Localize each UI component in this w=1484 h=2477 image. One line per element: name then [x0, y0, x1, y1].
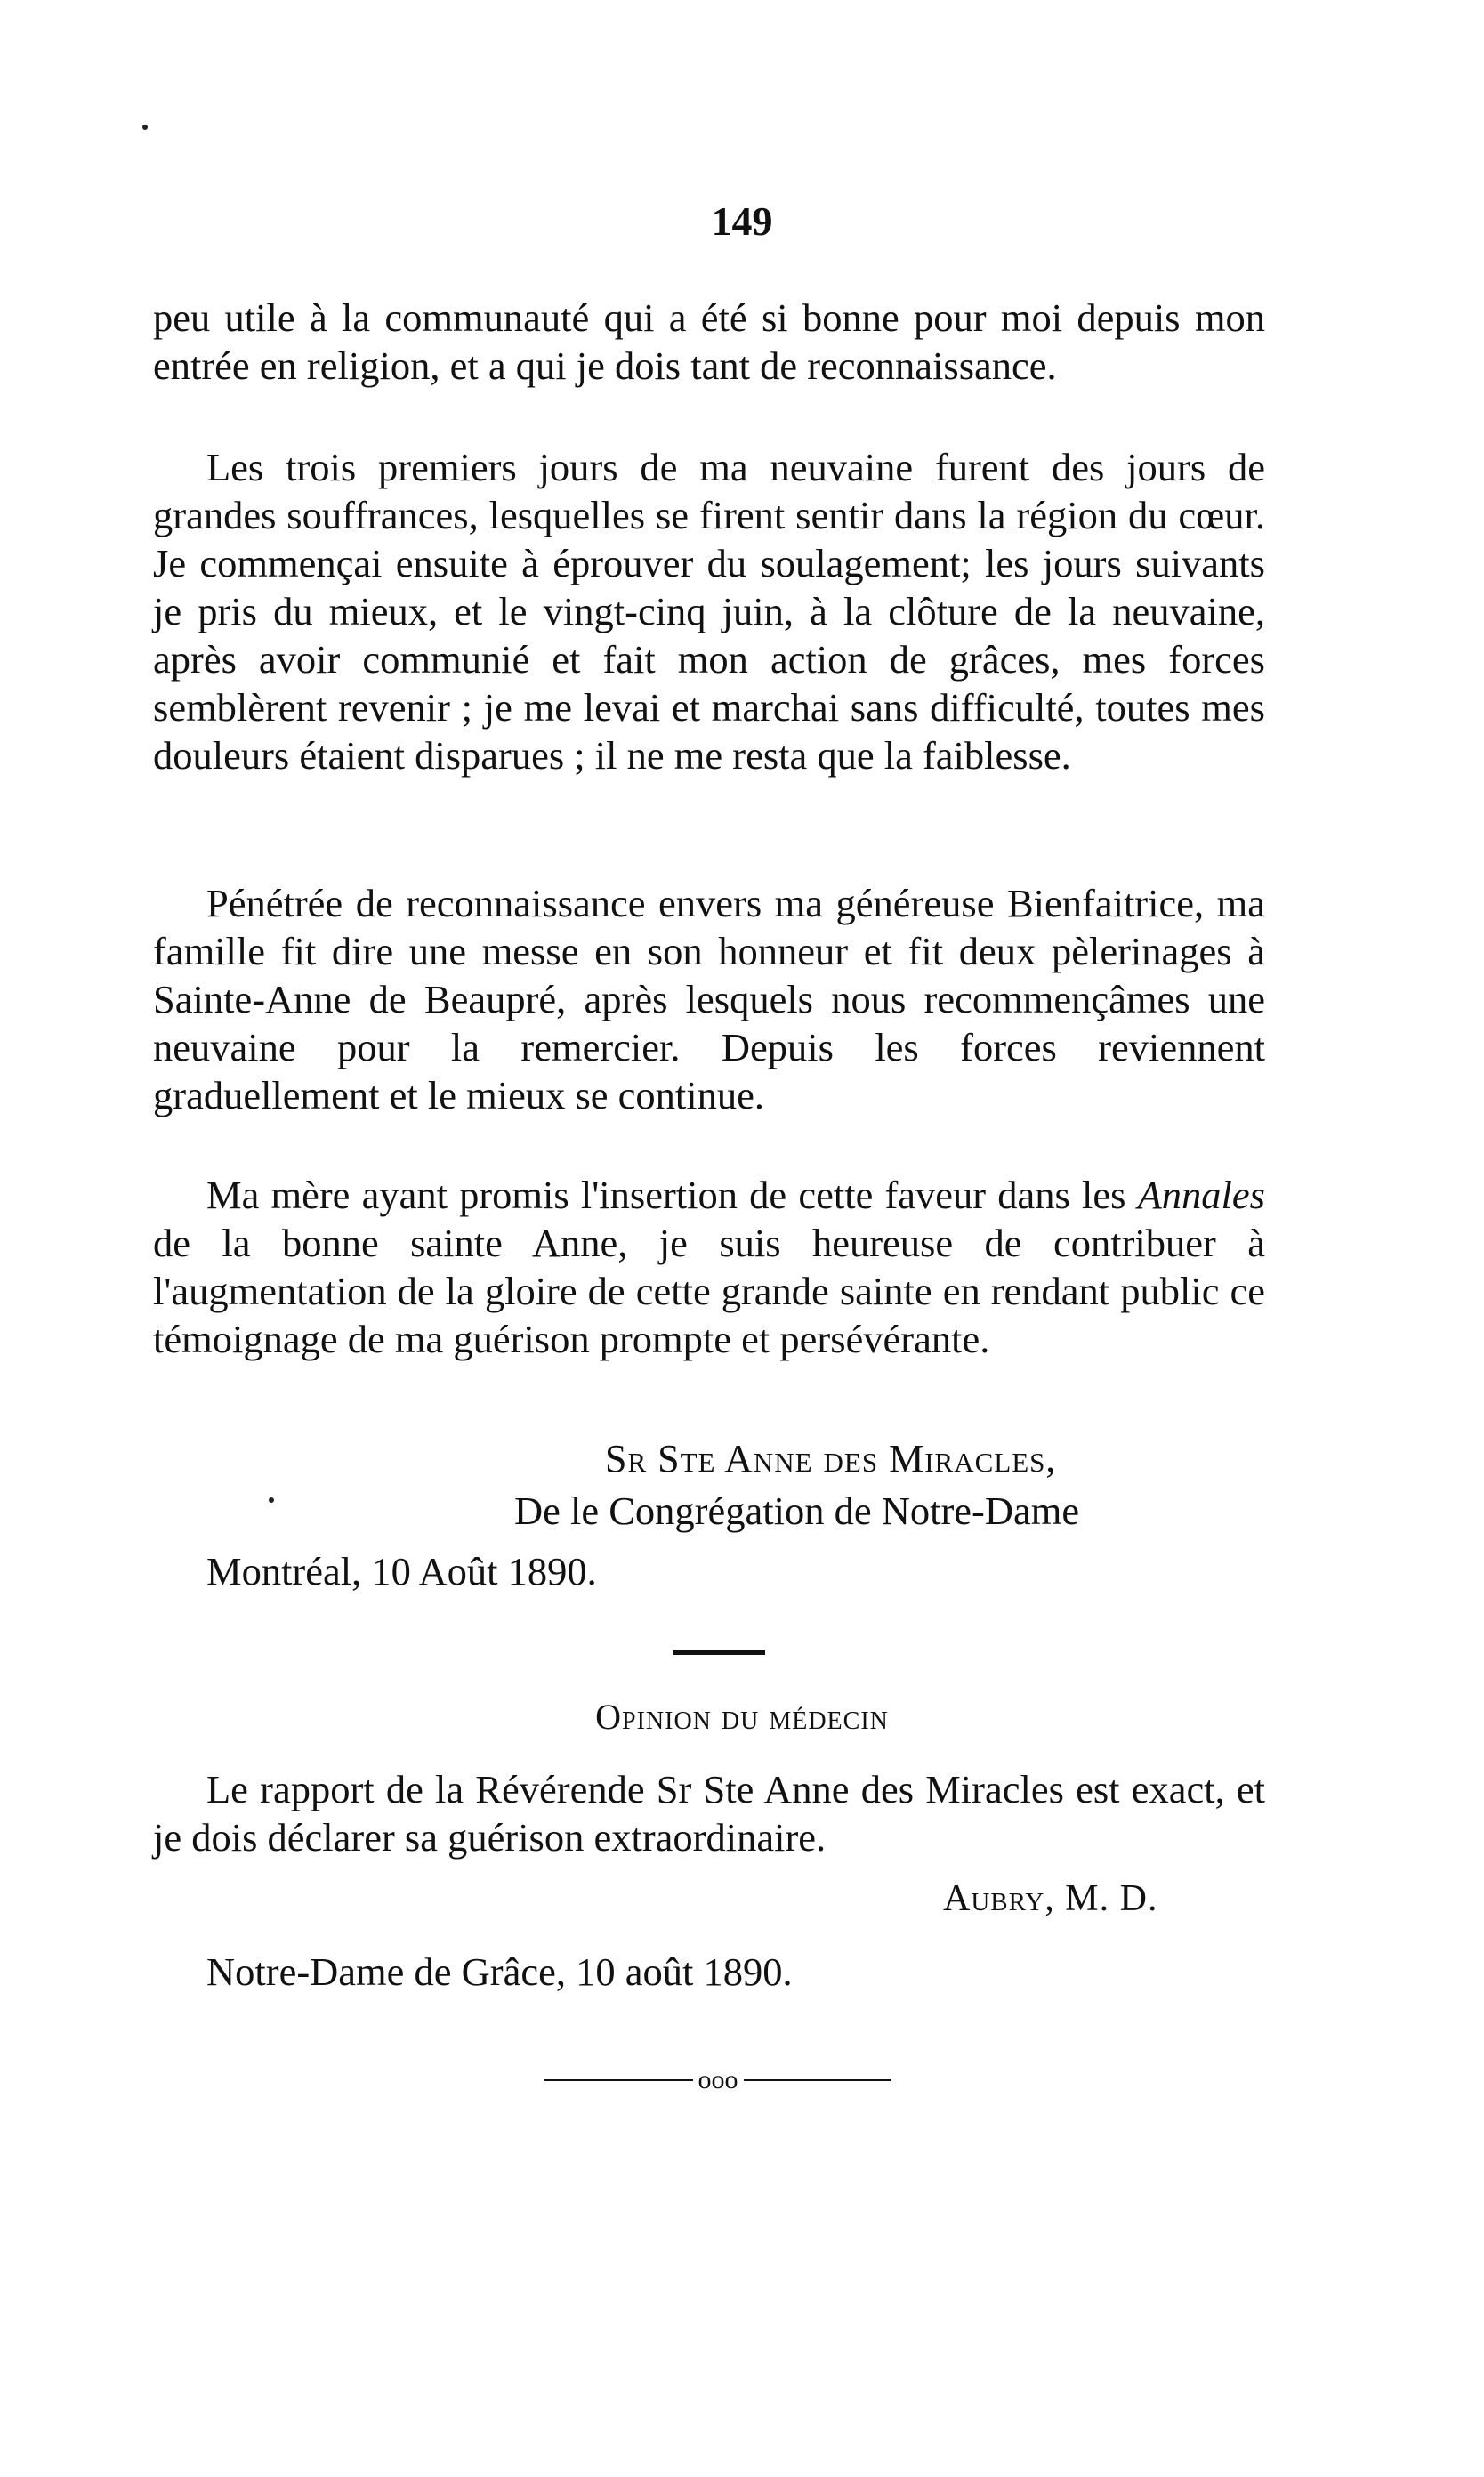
paragraph-text — [153, 1171, 1265, 1363]
signature-congregation: De le Congrégation de Notre-Dame — [514, 1489, 1080, 1533]
paragraph-annales — [153, 1171, 1265, 1363]
signature-name: Sr Ste Anne des Miracles, — [605, 1437, 1057, 1481]
opinion-heading: Opinion du médecin — [595, 1697, 889, 1737]
print-speck — [269, 1497, 274, 1503]
paragraph-text-after: de la bonne sainte Anne, je suis heureuse de contribuer à l'augmentation de la gloire de cette grande sainte en rendant public ce témoignage de ma guérison prompte et persévérante. — [153, 1221, 1265, 1361]
ornament-mark: ooo — [698, 2065, 738, 2094]
paragraph-text: peu utile à la communauté qui a été si bonne pour moi depuis mon entrée en religion, et a qui je dois tant de reconnaissance. — [153, 295, 1265, 388]
paragraph-continuation — [153, 294, 1265, 390]
end-ornament — [544, 2062, 891, 2098]
ornament-rule-right — [744, 2079, 892, 2081]
page-number: 149 — [711, 198, 773, 244]
paragraph-gratitude — [153, 879, 1265, 1119]
ornament-rule-left — [544, 2079, 693, 2081]
paragraph-text-before: Ma mère ayant promis l'insertion de cette faveur dans les — [206, 1173, 1138, 1217]
doctor-signature: Aubry, M. D. — [943, 1878, 1158, 1919]
annales-title: Annales — [1137, 1173, 1265, 1217]
paragraph-text: Les trois premiers jours de ma neuvaine furent des jours de grandes souffrances, lesquelles se firent sentir dans la région du cœur. Je commençai ensuite à éprouver du soulagement; les jours suivants je pris du mieux, et le vingt-cinq juin, à la clôture de la neuvaine, après avoir communié et fait mon action de grâces, mes forces semblèrent revenir ; je me levai et marchai sans difficulté, toutes mes douleurs étaient disparues ; il ne me resta que la faiblesse. — [153, 445, 1265, 778]
paragraph-novena — [153, 443, 1265, 779]
paragraph-text: Le rapport de la Révérende Sr Ste Anne des Miracles est exact, et je dois déclarer sa guérison extraordinaire. — [153, 1767, 1265, 1860]
section-divider — [673, 1650, 765, 1655]
print-speck — [142, 125, 148, 130]
opinion-paragraph — [153, 1765, 1265, 1861]
signature-place-date: Montréal, 10 Août 1890. — [206, 1549, 597, 1594]
doctor-place-date: Notre-Dame de Grâce, 10 août 1890. — [206, 1949, 793, 1994]
paragraph-text: Pénétrée de reconnaissance envers ma généreuse Bienfaitrice, ma famille fit dire une messe en son honneur et fit deux pèlerinages à Sainte-Anne de Beaupré, après lesquels nous recommençâmes une neuvaine pour la remercier. Depuis les forces reviennent graduellement et le mieux se continue. — [153, 881, 1265, 1117]
